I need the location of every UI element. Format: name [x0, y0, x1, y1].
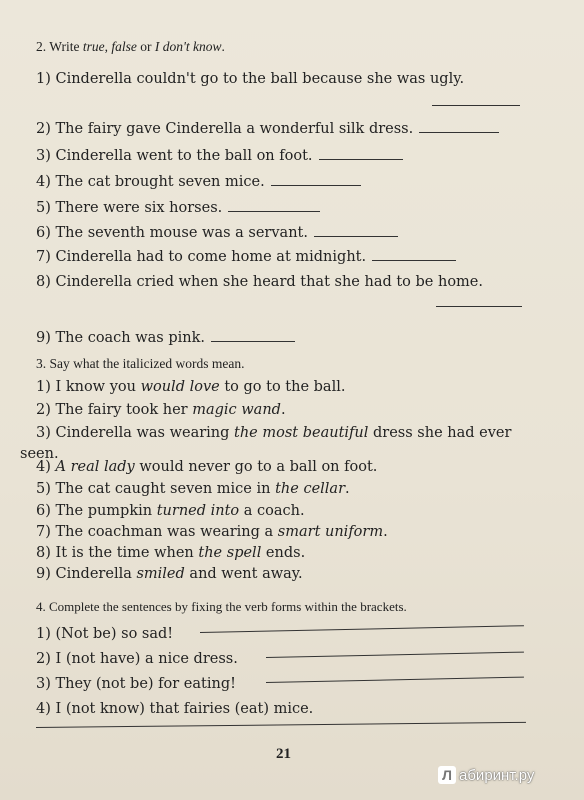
exercise-2-item-3: 3) Cinderella went to the ball on foot. [36, 147, 403, 165]
answer-blank-4[interactable] [271, 184, 361, 186]
exercise-3-item-4: 4) A real lady would never go to a ball on foot. [36, 459, 378, 475]
exercise-2-heading: 2. Write true, false or I don't know. [36, 39, 225, 54]
exercise-3-item-3: 3) Cinderella was wearing the most beautiful dress she had ever [36, 425, 512, 441]
exercise-2-item-5: 5) There were six horses. [36, 199, 320, 217]
exercise-3-item-8: 8) It is the time when the spell ends. [36, 545, 306, 561]
exercise-2-item-6: 6) The seventh mouse was a servant. [36, 224, 398, 242]
exercise-3-item-7: 7) The coachman was wearing a smart uniform. [36, 524, 388, 540]
answer-blank-5[interactable] [228, 210, 320, 212]
labirint-watermark [438, 766, 534, 784]
answer-blank-1[interactable] [432, 105, 520, 106]
watermark-text: абиринт.ру [459, 767, 535, 784]
answer-blank-2[interactable] [419, 131, 499, 133]
answer-blank-6[interactable] [314, 235, 398, 237]
answer-blank-3[interactable] [319, 158, 403, 160]
exercise-2-item-8: 8) Cinderella cried when she heard that she had to be home. [36, 274, 484, 290]
exercise-4-heading: 4. Complete the sentences by fixing the verb forms within the brackets. [36, 599, 407, 614]
answer-blank-9[interactable] [211, 340, 295, 342]
answer-line-ex4-1[interactable] [200, 625, 524, 633]
exercise-4-item-1: 1) (Not be) so sad! [36, 626, 174, 642]
exercise-2-item-9: 9) The coach was pink. [36, 329, 295, 347]
exercise-3-item-1: 1) I know you would love to go to the ball. [36, 379, 346, 395]
exercise-2-item-2: 2) The fairy gave Cinderella a wonderful silk dress. [36, 120, 499, 138]
answer-line-ex4-3[interactable] [266, 677, 524, 683]
answer-blank-7[interactable] [372, 259, 456, 261]
exercise-2-item-1: 1) Cinderella couldn't go to the ball because she was ugly. [36, 71, 465, 87]
exercise-3-item-9: 9) Cinderella smiled and went away. [36, 566, 303, 582]
exercise-3-item-3-continued: seen. [20, 446, 59, 462]
exercise-4-item-4: 4) I (not know) that fairies (eat) mice. [36, 701, 314, 717]
exercise-3-item-6: 6) The pumpkin turned into a coach. [36, 503, 305, 519]
answer-line-ex4-2[interactable] [266, 652, 524, 658]
exercise-3-item-2: 2) The fairy took her magic wand. [36, 402, 286, 418]
answer-blank-8[interactable] [436, 306, 522, 307]
exercise-4-item-2: 2) I (not have) a nice dress. [36, 651, 238, 667]
answer-line-ex4-4[interactable] [36, 722, 526, 728]
labirint-logo-icon: Л [438, 766, 456, 784]
exercise-2-item-7: 7) Cinderella had to come home at midnight. [36, 248, 456, 266]
exercise-3-heading: 3. Say what the italicized words mean. [36, 356, 245, 371]
exercise-4-item-3: 3) They (not be) for eating! [36, 676, 236, 692]
exercise-3-item-5: 5) The cat caught seven mice in the cellar. [36, 481, 350, 497]
exercise-2-item-4: 4) The cat brought seven mice. [36, 173, 361, 191]
page-number: 21 [276, 746, 291, 762]
